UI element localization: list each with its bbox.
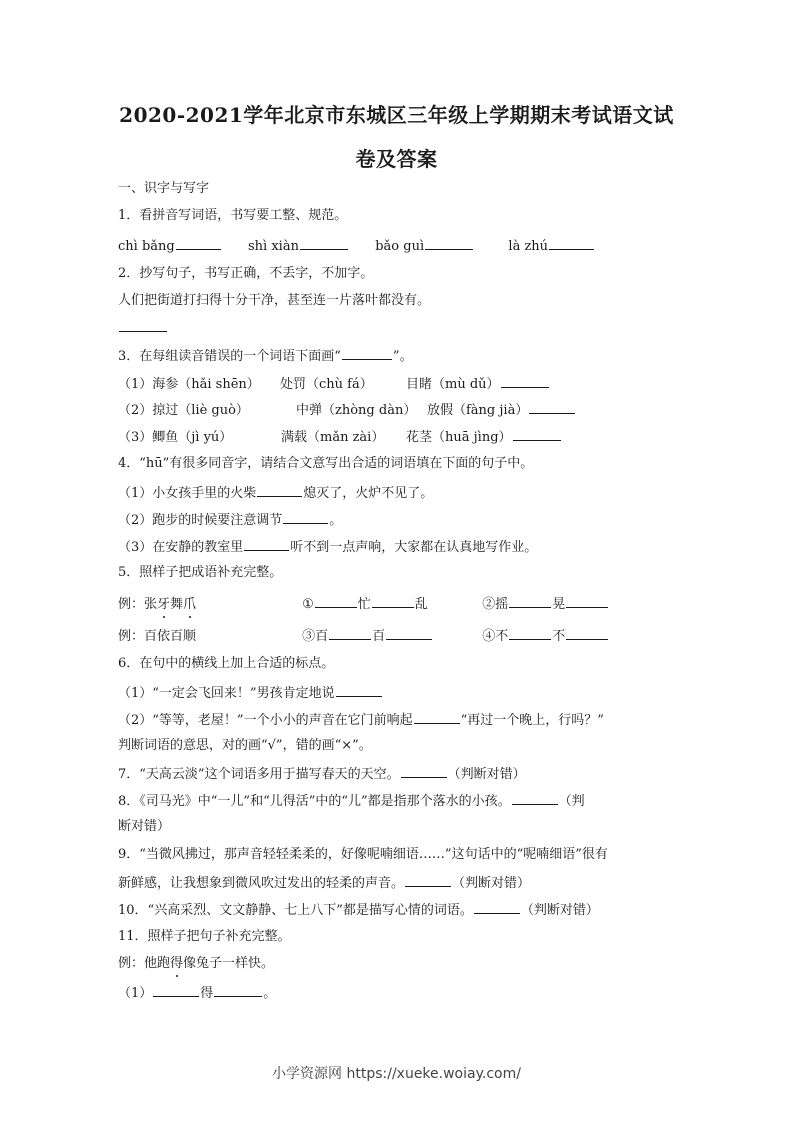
pinyin-2: shì xiàn [248, 239, 299, 254]
pinyin-1: chì bǎng [118, 239, 175, 254]
answer-blank[interactable] [401, 764, 447, 778]
question-6: 6．在句中的横线上加上合适的标点。 [118, 656, 335, 671]
answer-blank[interactable] [425, 236, 473, 250]
emphasis-dot: 牙 [157, 597, 171, 612]
question-4-sentence-1: （1）小女孩手里的火柴 熄灭了，火炉不见了。 [118, 483, 433, 503]
question-2: 2．抄写句子，书写正确，不丢字，不加字。 [118, 266, 374, 281]
answer-blank[interactable] [549, 236, 594, 250]
answer-blank[interactable] [257, 483, 302, 497]
question-6-sentence-2: （2）“等等，老屋！”一个小小的声音在它门前响起 “再过一个晚上，行吗？” [118, 710, 604, 730]
question-1: 1．看拼音写词语，书写要工整、规范。 [118, 208, 348, 223]
footer-watermark: 小学资源网 https://xueke.woiay.com/ [272, 1066, 521, 1082]
answer-blank[interactable] [119, 318, 167, 332]
question-4: 4．“hū”有很多同音字，请结合文意写出合适的词语填在下面的句子中。 [118, 456, 534, 471]
reading-group-3: （3）鲫鱼（jì yú） 满载（mǎn zài） 花茎（huā jìng） [118, 427, 562, 447]
answer-blank[interactable] [283, 510, 328, 524]
answer-blank[interactable] [529, 400, 575, 414]
question-9: 9．“当微风拂过，那声音轻轻柔柔的，好像呢喃细语……”这句话中的“呢喃细语”很有 [118, 847, 608, 862]
question-3-text: 3．在每组读音错误的一个词语下面画“ [118, 349, 341, 364]
answer-blank[interactable] [386, 626, 432, 640]
pinyin-4: là zhú [508, 239, 549, 254]
answer-blank[interactable] [214, 983, 262, 997]
question-9-continued: 新鲜感，让我想象到微风吹过发出的轻柔的声音。 （判断对错） [118, 873, 530, 893]
answer-blank[interactable] [372, 594, 414, 608]
question-11-example: 例：他跑得像兔子一样快。 [118, 956, 275, 971]
question-8-continued: 断对错） [118, 819, 171, 834]
emphasis-dot: 爪 [183, 597, 197, 612]
reading-group-2: （2）掠过（liè guò） 中弹（zhòng dàn） 放假（fàng jià） [118, 400, 576, 420]
answer-blank[interactable] [414, 710, 460, 724]
answer-blank[interactable] [329, 626, 371, 640]
answer-blank[interactable] [336, 683, 382, 697]
answer-blank[interactable] [509, 626, 551, 640]
answer-blank[interactable] [566, 626, 608, 640]
answer-blank[interactable] [501, 374, 549, 388]
question-8: 8．《司马光》中“一儿”和“儿得活”中的“儿”都是指那个落水的小孩。 （判 [118, 791, 585, 811]
question-7: 7．“天高云淡”这个词语多用于描写春天的天空。 （判断对错） [118, 764, 526, 784]
question-3 [118, 346, 413, 366]
question-4-sentence-3: （3）在安静的教室里 听不到一点声响，大家都在认真地写作业。 [118, 537, 537, 557]
copy-answer-line [118, 318, 168, 338]
pinyin-3: bǎo guì [375, 239, 425, 254]
answer-blank[interactable] [509, 594, 551, 608]
question-3-text-end: ”。 [392, 349, 413, 364]
judge-instruction: 判断词语的意思，对的画“√”，错的画“×”。 [118, 738, 372, 753]
section-heading: 一、识字与写字 [118, 181, 210, 196]
question-5: 5．照样子把成语补充完整。 [118, 565, 283, 580]
answer-blank[interactable] [405, 873, 451, 887]
answer-blank[interactable] [512, 791, 558, 805]
question-10: 10．“兴高采烈、文文静静、七上八下”都是描写心情的词语。 （判断对错） [118, 900, 599, 920]
emphasis-dot: 得 [170, 956, 184, 971]
answer-blank[interactable] [315, 594, 357, 608]
page-title: 2020-2021学年北京市东城区三年级上学期期末考试语文试 [119, 103, 674, 127]
answer-blank[interactable] [244, 537, 289, 551]
pinyin-row [118, 236, 595, 256]
answer-blank [342, 346, 392, 360]
page-title-continued: 卷及答案 [355, 147, 438, 171]
question-11-sentence-1: （1） 得 。 [118, 983, 276, 1003]
idiom-row-2: 例：百依百顺 ③百 百 ④不 不 [118, 626, 609, 646]
idiom-row-1: 例：张牙舞爪 ① 忙 乱 ②摇 晃 [118, 594, 609, 614]
answer-blank[interactable] [176, 236, 221, 250]
question-6-sentence-1: （1）“一定会飞回来！”男孩肯定地说 [118, 683, 383, 703]
copy-sentence: 人们把街道打扫得十分干净，甚至连一片落叶都没有。 [118, 293, 431, 308]
reading-group-1: （1）海参（hǎi shēn） 处罚（chù fá） 目睹（mù dǔ） [118, 374, 550, 394]
answer-blank[interactable] [566, 594, 608, 608]
answer-blank[interactable] [300, 236, 348, 250]
answer-blank[interactable] [474, 900, 520, 914]
question-4-sentence-2: （2）跑步的时候要注意调节 。 [118, 510, 342, 530]
answer-blank[interactable] [513, 427, 561, 441]
question-11: 11．照样子把句子补充完整。 [118, 929, 291, 944]
answer-blank[interactable] [153, 983, 199, 997]
